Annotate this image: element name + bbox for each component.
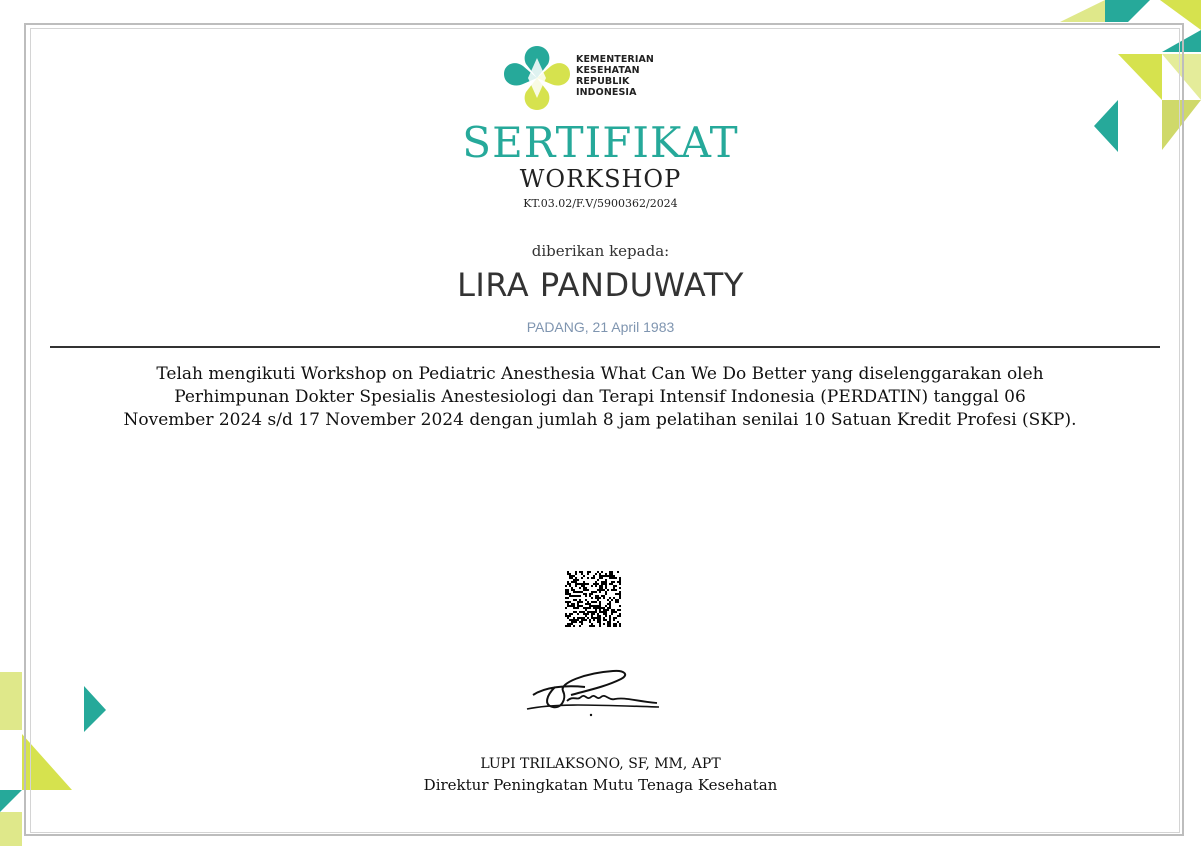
certificate-statement [80,363,1120,432]
deco-triangle [0,812,22,846]
signatory-position: Direktur Peningkatan Mutu Tenaga Kesehatan [423,776,778,794]
ministry-logo-icon [502,44,572,112]
recipient-name: LIRA PANDUWATY [457,266,744,304]
deco-triangle [0,672,22,730]
certificate-title: SERTIFIKAT [462,118,739,167]
ministry-name [576,54,654,98]
deco-triangle [1105,0,1150,22]
ministry-line: REPUBLIK [576,76,630,87]
signature-icon [525,665,665,720]
statement-line: November 2024 s/d 17 November 2024 dengan jumlah 8 jam pelatihan senilai 10 Satuan Kredit Profesi (SKP). [123,410,1077,430]
ministry-line: KEMENTERIAN [576,54,654,65]
statement-line: Perhimpunan Dokter Spesialis Anestesiologi dan Terapi Intensif Indonesia (PERDATIN) tanggal 06 [174,387,1026,407]
qr-code-icon [565,571,621,627]
certificate-subtitle: WORKSHOP [519,165,682,193]
given-to-label: diberikan kepada: [531,242,670,260]
certificate-number: KT.03.02/F.V/5900362/2024 [523,197,678,210]
birth-info: PADANG, 21 April 1983 [526,319,675,335]
signatory-name: LUPI TRILAKSONO, SF, MM, APT [480,756,721,772]
ministry-line: KESEHATAN [576,65,640,76]
divider [50,346,1160,348]
ministry-line: INDONESIA [576,87,637,98]
deco-triangle [1060,0,1105,22]
statement-line: Telah mengikuti Workshop on Pediatric Anesthesia What Can We Do Better yang diselenggarakan oleh [156,364,1044,384]
